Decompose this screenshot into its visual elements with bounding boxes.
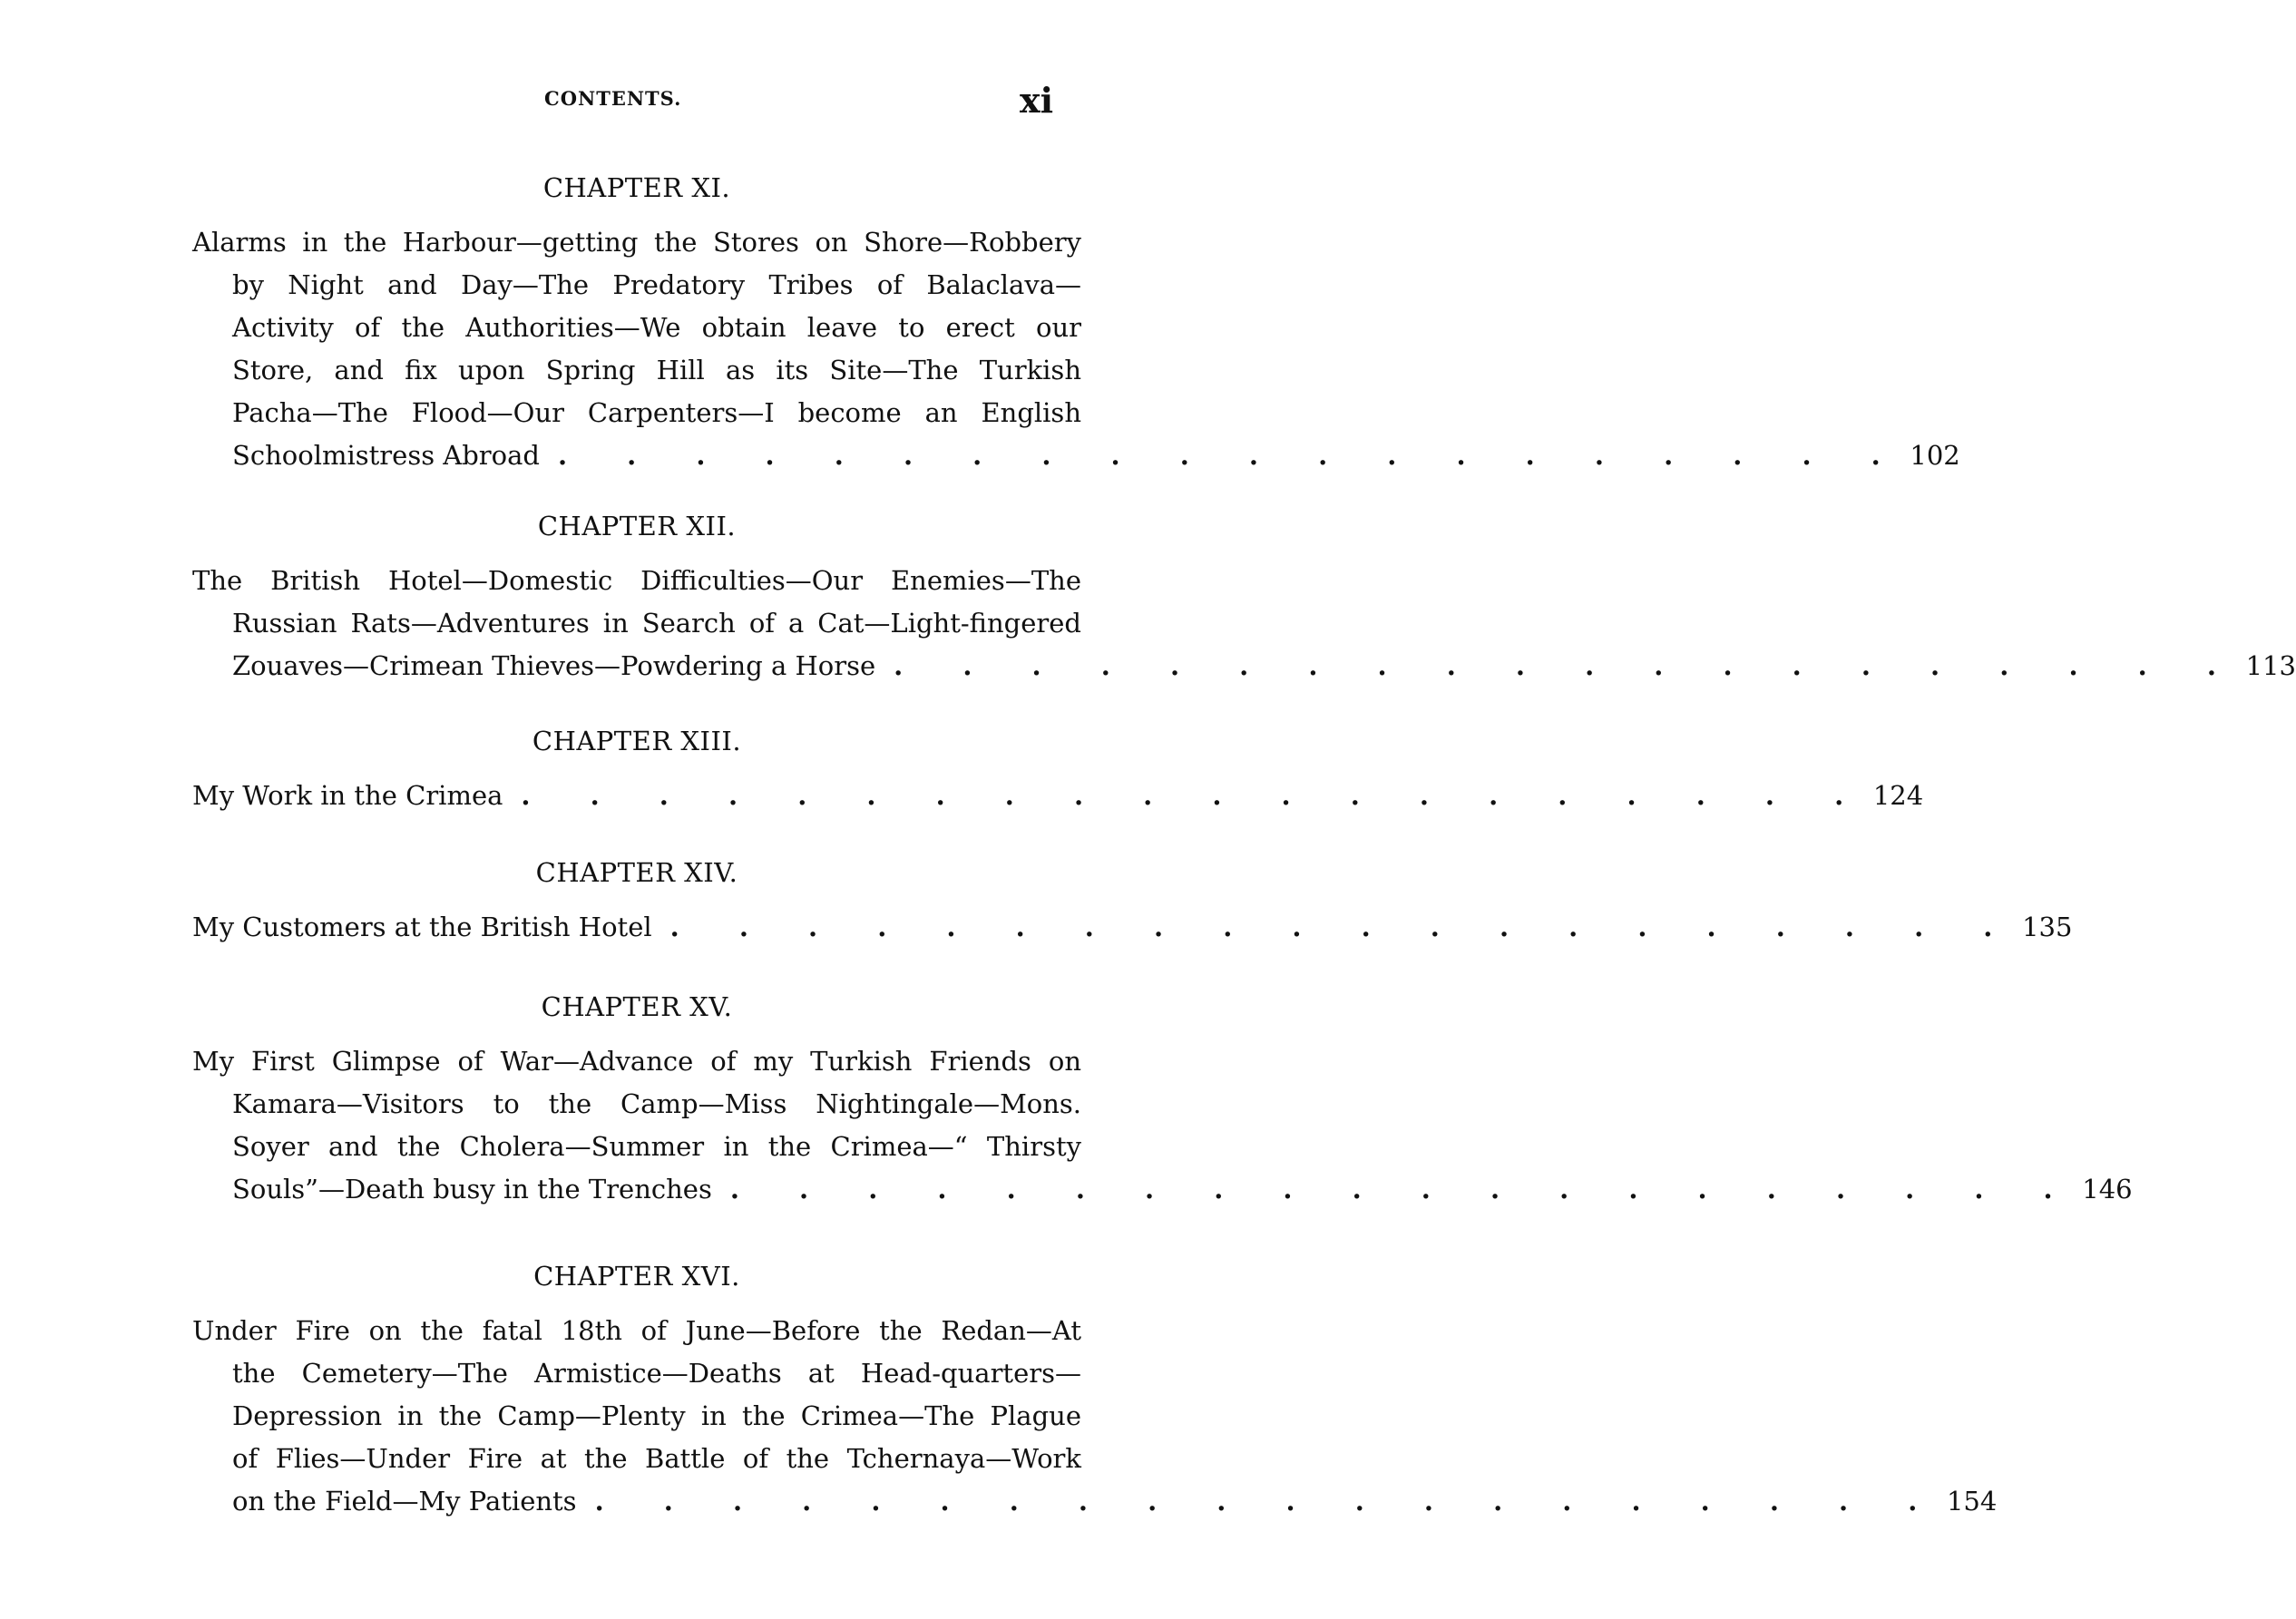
dot-leader: . . . . . . . . . . . . . . . . . . . . (729, 1174, 2078, 1204)
running-head: CONTENTS. (544, 87, 682, 110)
chapter-xv (192, 991, 2133, 1211)
chapter-heading: CHAPTER XII. (537, 511, 737, 541)
entry-line: Soyer and the Cholera—Summer in the Crimea—“ Thirsty (232, 1131, 1081, 1162)
page-number: 124 (1872, 780, 1924, 811)
entry-line: My Work in the Crimea (192, 780, 503, 811)
chapter-heading: CHAPTER XIII. (532, 726, 742, 756)
chapter-heading: CHAPTER XI. (542, 172, 731, 203)
chapter-heading: CHAPTER XVI. (533, 1261, 740, 1292)
entry-line: by Night and Day—The Predatory Tribes of Balaclava— (232, 269, 1081, 300)
entry-line: My Customers at the British Hotel (192, 912, 652, 942)
entry-line: Under Fire on the fatal 18th of June—Before the Redan—At (192, 1315, 1081, 1346)
entry-line: of Flies—Under Fire at the Battle of the Tchernaya—Work (232, 1443, 1081, 1474)
chapter-xiv (192, 857, 2073, 949)
entry-last-line (192, 645, 2296, 688)
page-number: 146 (2082, 1174, 2133, 1204)
chapter-heading: CHAPTER XV. (541, 991, 733, 1022)
entry-last-line (192, 1168, 2133, 1211)
entry-line: Schoolmistress Abroad (232, 440, 540, 471)
page-folio: xi (1020, 80, 1054, 121)
page-number: 113 (2245, 650, 2296, 681)
entry-line: Alarms in the Harbour—getting the Stores on Shore—Robbery (192, 227, 1081, 258)
entry-line: Zouaves—Crimean Thieves—Powdering a Horse (232, 650, 876, 681)
chapter-xii (192, 511, 2296, 688)
entry-line: My First Glimpse of War—Advance of my Turkish Friends on (192, 1046, 1081, 1077)
entry-line: Pacha—The Flood—Our Carpenters—I become an English (232, 397, 1081, 428)
toc-entry[interactable] (192, 1310, 1998, 1523)
toc-entry[interactable] (192, 775, 1924, 817)
dot-leader: . . . . . . . . . . . . . . . . . . . . (557, 440, 1906, 471)
entry-line: Kamara—Visitors to the Camp—Miss Nightingale—Mons. (232, 1088, 1081, 1119)
entry-last-line (192, 906, 2073, 949)
entry-last-line (192, 1480, 1998, 1523)
entry-line: on the Field—My Patients (232, 1486, 577, 1517)
toc-entry[interactable] (192, 221, 1960, 477)
dot-leader: . . . . . . . . . . . . . . . . . . . . (894, 650, 2242, 681)
dot-leader: . . . . . . . . . . . . . . . . . . . . (669, 912, 2018, 942)
toc-entry[interactable] (192, 906, 2073, 949)
chapter-heading: CHAPTER XIV. (535, 857, 738, 888)
entry-line: The British Hotel—Domestic Difficulties—Our Enemies—The (192, 565, 1081, 596)
dot-leader: . . . . . . . . . . . . . . . . . . . . (594, 1486, 1943, 1517)
page-number: 135 (2022, 912, 2073, 942)
entry-line: Activity of the Authorities—We obtain leave to erect our (232, 312, 1081, 343)
page-number: 102 (1910, 440, 1960, 471)
entry-line: the Cemetery—The Armistice—Deaths at Head-quarters— (232, 1358, 1081, 1389)
entry-line: Depression in the Camp—Plenty in the Crimea—The Plague (232, 1400, 1081, 1431)
chapter-xvi (192, 1261, 1998, 1523)
dot-leader: . . . . . . . . . . . . . . . . . . . . (521, 780, 1870, 811)
toc-entry[interactable] (192, 1040, 2133, 1211)
page-number: 154 (1946, 1486, 1998, 1517)
entry-line: Russian Rats—Adventures in Search of a Cat—Light-fingered (232, 608, 1081, 639)
toc-entry[interactable] (192, 560, 2296, 688)
entry-last-line (192, 775, 1924, 817)
entry-line: Store, and fix upon Spring Hill as its Site—The Turkish (232, 355, 1081, 385)
entry-last-line (192, 434, 1960, 477)
chapter-xi (192, 172, 1960, 477)
entry-line: Souls”—Death busy in the Trenches (232, 1174, 712, 1204)
chapter-xiii (192, 726, 1924, 817)
